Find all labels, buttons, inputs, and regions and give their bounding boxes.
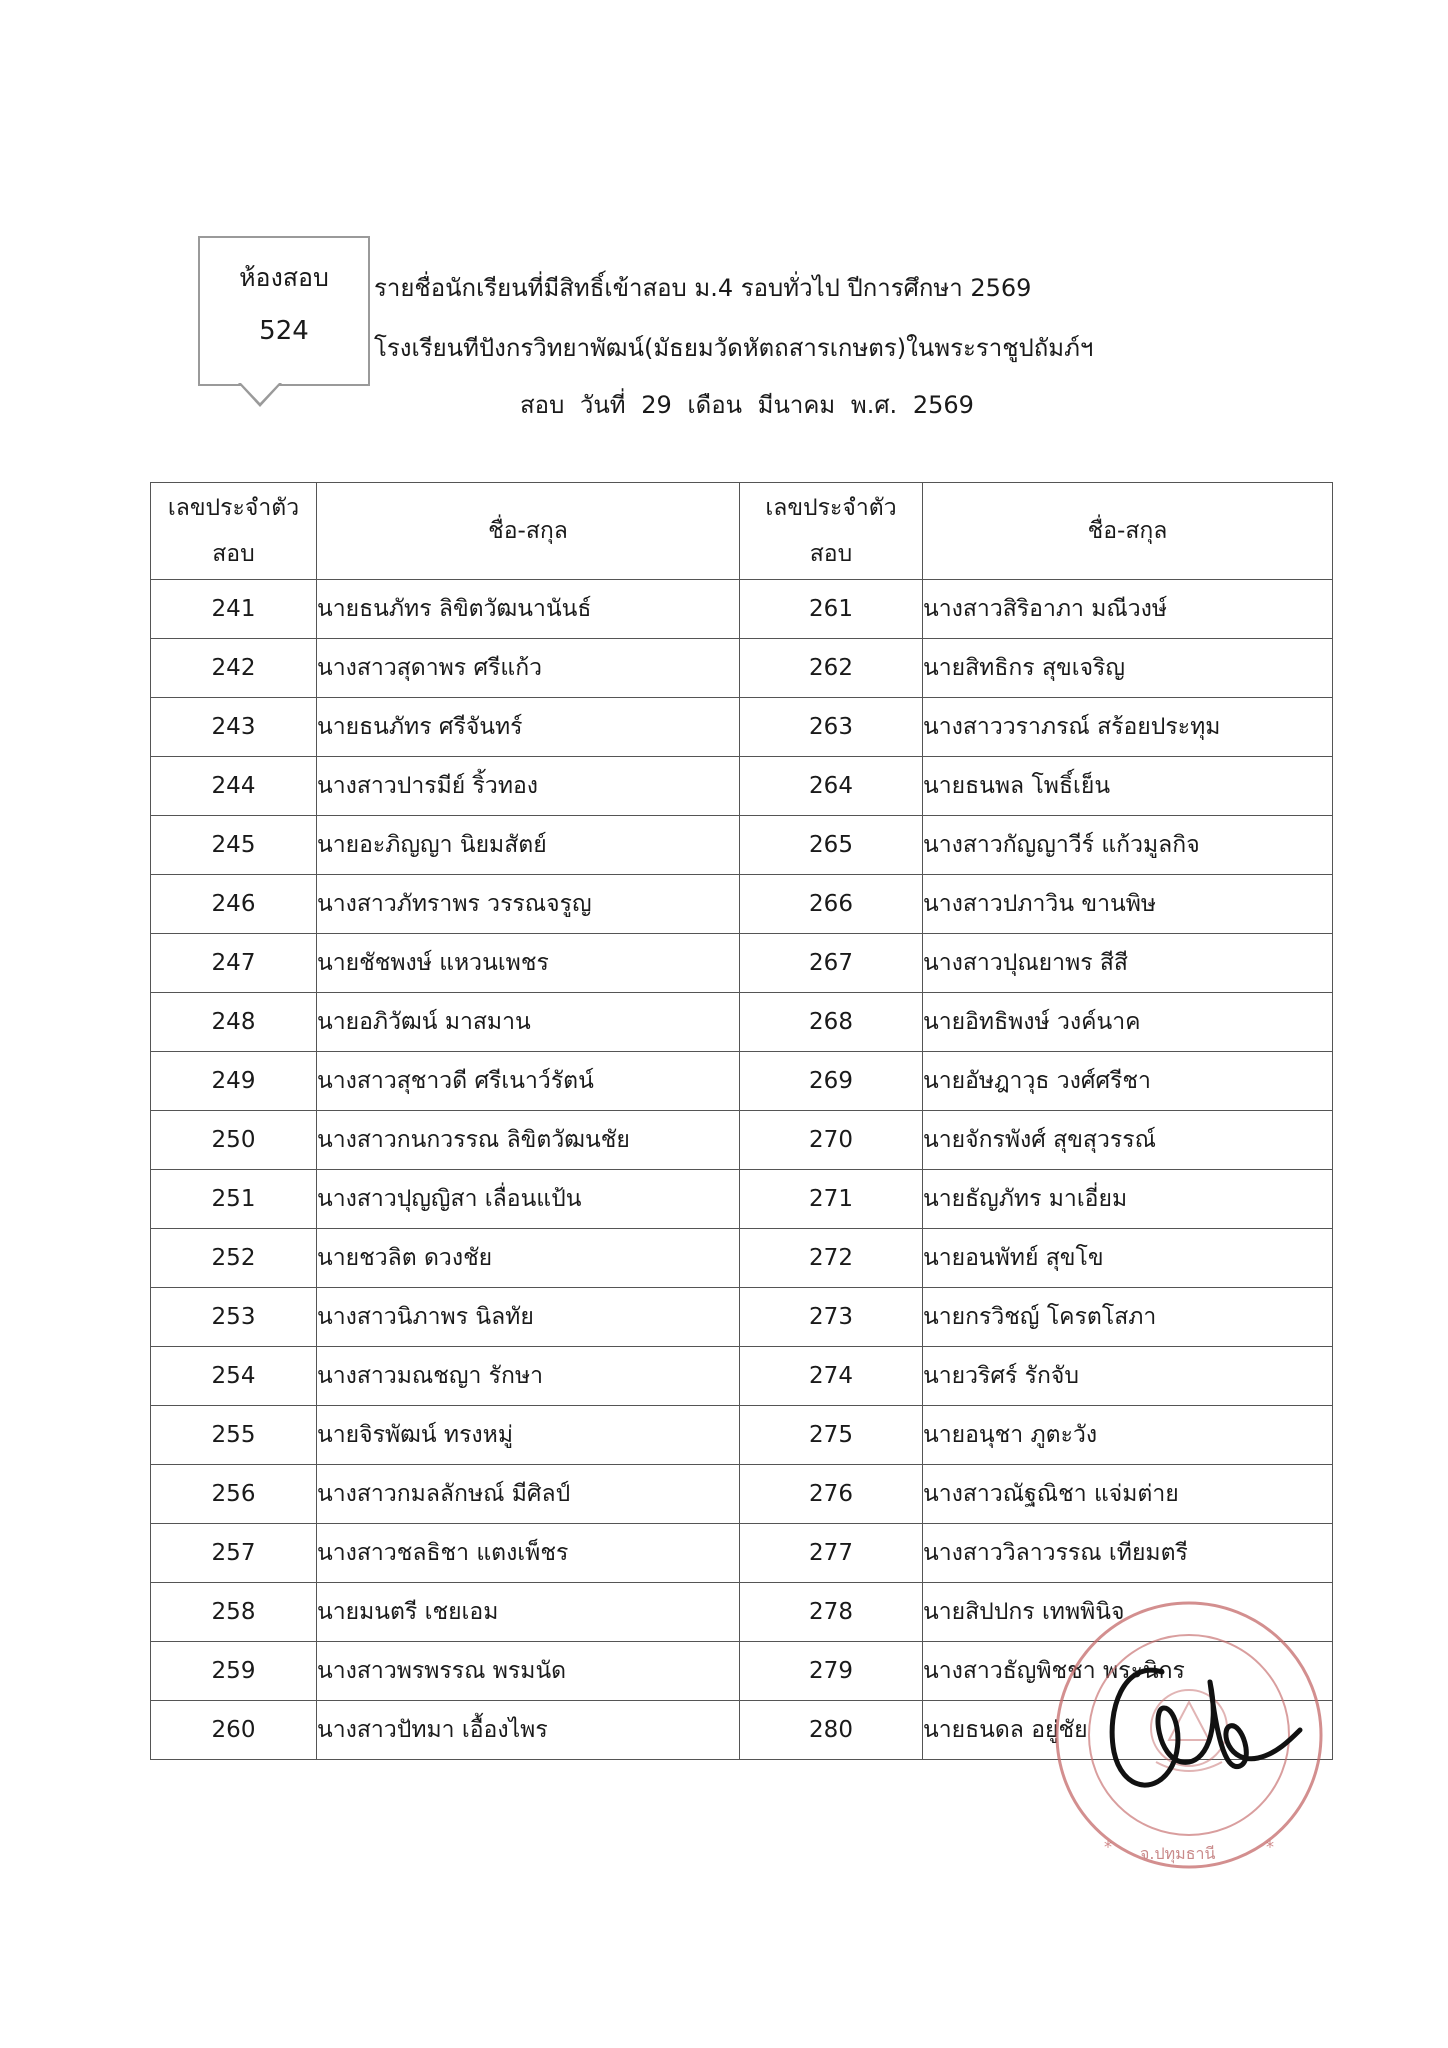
student-name-left-cell: นางสาวนิภาพร นิลทัย xyxy=(317,1288,740,1347)
student-name-left-cell: นางสาวมณชญา รักษา xyxy=(317,1347,740,1406)
exam-id-right-cell: 273 xyxy=(740,1288,923,1347)
student-name-left-cell: นางสาวพรพรรณ พรมนัด xyxy=(317,1642,740,1701)
exam-id-right-cell: 277 xyxy=(740,1524,923,1583)
room-number: 524 xyxy=(259,316,309,346)
student-name-right-cell: นายกรวิชญ์ โครตโสภา xyxy=(923,1288,1333,1347)
svg-text:*: * xyxy=(1266,1837,1274,1856)
student-name-right-cell: นางสาวกัญญาวีร์ แก้วมูลกิจ xyxy=(923,816,1333,875)
exam-id-left-cell: 258 xyxy=(151,1583,317,1642)
table-row xyxy=(151,757,1333,816)
exam-id-right-cell: 269 xyxy=(740,1052,923,1111)
student-name-left-cell: นายมนตรี เชยเอม xyxy=(317,1583,740,1642)
student-name-right-cell: นางสาวปภาวิน ขานพิษ xyxy=(923,875,1333,934)
exam-id-left-cell: 253 xyxy=(151,1288,317,1347)
exam-id-right-cell: 266 xyxy=(740,875,923,934)
header-exam-id-left xyxy=(151,483,317,580)
student-name-left-cell: นางสาวสุดาพร ศรีแก้ว xyxy=(317,639,740,698)
table-row xyxy=(151,816,1333,875)
student-name-right-cell: นายจักรพังศ์ สุขสุวรรณ์ xyxy=(923,1111,1333,1170)
header-exam-id-line2: สอบ xyxy=(212,541,255,567)
student-name-left-cell: นางสาวปัทมา เอื้องไพร xyxy=(317,1701,740,1760)
student-name-left-cell: นายธนภัทร ศรีจันทร์ xyxy=(317,698,740,757)
header-name-right: ชื่อ-สกุล xyxy=(923,483,1333,580)
exam-id-right-cell: 275 xyxy=(740,1406,923,1465)
table-row xyxy=(151,1465,1333,1524)
student-name-left-cell: นางสาวกมลลักษณ์ มีศิลป์ xyxy=(317,1465,740,1524)
roster-body xyxy=(151,580,1333,1760)
document-title: รายชื่อนักเรียนที่มีสิทธิ์เข้าสอบ ม.4 รอบทั่วไป ปีการศึกษา 2569 xyxy=(374,274,1032,302)
exam-id-right-cell: 279 xyxy=(740,1642,923,1701)
student-name-left-cell: นางสาวปุญญิสา เลื่อนแป้น xyxy=(317,1170,740,1229)
school-seal-with-signature xyxy=(1044,1590,1334,1880)
table-row xyxy=(151,1406,1333,1465)
table-row xyxy=(151,1170,1333,1229)
table-row xyxy=(151,1347,1333,1406)
student-roster-table xyxy=(150,482,1333,1760)
student-name-right-cell: นายธนพล โพธิ์เย็น xyxy=(923,757,1333,816)
student-name-left-cell: นายชัชพงษ์ แหวนเพชร xyxy=(317,934,740,993)
exam-id-left-cell: 250 xyxy=(151,1111,317,1170)
exam-id-left-cell: 241 xyxy=(151,580,317,639)
header-exam-id-right xyxy=(740,483,923,580)
exam-id-left-cell: 255 xyxy=(151,1406,317,1465)
room-callout-tail-inner xyxy=(241,383,279,403)
exam-id-right-cell: 278 xyxy=(740,1583,923,1642)
table-row xyxy=(151,875,1333,934)
exam-id-right-cell: 268 xyxy=(740,993,923,1052)
exam-id-right-cell: 271 xyxy=(740,1170,923,1229)
exam-id-right-cell: 261 xyxy=(740,580,923,639)
student-name-left-cell: นางสาวภัทราพร วรรณจรูญ xyxy=(317,875,740,934)
table-row xyxy=(151,1524,1333,1583)
student-name-left-cell: นายชวลิต ดวงชัย xyxy=(317,1229,740,1288)
table-row xyxy=(151,934,1333,993)
table-row xyxy=(151,639,1333,698)
exam-id-left-cell: 246 xyxy=(151,875,317,934)
student-name-right-cell: นางสาววราภรณ์ สร้อยประทุม xyxy=(923,698,1333,757)
exam-id-right-cell: 272 xyxy=(740,1229,923,1288)
student-name-left-cell: นายอภิวัฒน์ มาสมาน xyxy=(317,993,740,1052)
student-name-right-cell: นางสาวธัญพิชชา พระนิกร xyxy=(923,1642,1333,1701)
student-name-right-cell: นางสาวปุณยาพร สีสี xyxy=(923,934,1333,993)
header-exam-id-line1: เลขประจำตัว xyxy=(765,495,897,521)
exam-id-left-cell: 247 xyxy=(151,934,317,993)
student-name-left-cell: นายอะภิญญา นิยมสัตย์ xyxy=(317,816,740,875)
exam-id-left-cell: 254 xyxy=(151,1347,317,1406)
header-exam-id-line2: สอบ xyxy=(809,541,853,567)
student-name-left-cell: นางสาวปารมีย์ ริ้วทอง xyxy=(317,757,740,816)
exam-id-left-cell: 243 xyxy=(151,698,317,757)
exam-id-left-cell: 245 xyxy=(151,816,317,875)
student-name-right-cell: นายสิทธิกร สุขเจริญ xyxy=(923,639,1333,698)
exam-id-left-cell: 242 xyxy=(151,639,317,698)
exam-id-left-cell: 260 xyxy=(151,1701,317,1760)
student-name-right-cell: นายวริศร์ รักจับ xyxy=(923,1347,1333,1406)
table-row xyxy=(151,698,1333,757)
student-name-right-cell: นายธนดล อยู่ชัย xyxy=(923,1701,1333,1760)
student-name-left-cell: นางสาวสุชาวดี ศรีเนาว์รัตน์ xyxy=(317,1052,740,1111)
table-row xyxy=(151,1288,1333,1347)
table-row xyxy=(151,1052,1333,1111)
exam-id-right-cell: 276 xyxy=(740,1465,923,1524)
table-row xyxy=(151,1111,1333,1170)
exam-id-right-cell: 267 xyxy=(740,934,923,993)
student-name-right-cell: นายอนุชา ภูตะวัง xyxy=(923,1406,1333,1465)
student-name-right-cell: นางสาวณัฐณิชา แจ่มต่าย xyxy=(923,1465,1333,1524)
svg-text:*: * xyxy=(1104,1837,1112,1856)
student-name-right-cell: นายอิทธิพงษ์ วงค์นาค xyxy=(923,993,1333,1052)
header-exam-id-line1: เลขประจำตัว xyxy=(167,495,300,521)
exam-date: สอบ วันที่ 29 เดือน มีนาคม พ.ศ. 2569 xyxy=(520,391,974,419)
table-header-row xyxy=(151,483,1333,580)
exam-id-right-cell: 280 xyxy=(740,1701,923,1760)
exam-id-left-cell: 259 xyxy=(151,1642,317,1701)
student-name-right-cell: นายอนพัทย์ สุขโข xyxy=(923,1229,1333,1288)
exam-id-right-cell: 270 xyxy=(740,1111,923,1170)
student-name-left-cell: นายจิรพัฒน์ ทรงหมู่ xyxy=(317,1406,740,1465)
exam-id-right-cell: 264 xyxy=(740,757,923,816)
student-name-right-cell: นายอัษฎาวุธ วงศ์ศรีชา xyxy=(923,1052,1333,1111)
student-name-left-cell: นางสาวกนกวรรณ ลิขิตวัฒนชัย xyxy=(317,1111,740,1170)
header-name-left: ชื่อ-สกุล xyxy=(317,483,740,580)
exam-id-left-cell: 251 xyxy=(151,1170,317,1229)
table-row xyxy=(151,580,1333,639)
student-name-right-cell: นางสาวสิริอาภา มณีวงษ์ xyxy=(923,580,1333,639)
table-row xyxy=(151,993,1333,1052)
table-row xyxy=(151,1229,1333,1288)
exam-id-left-cell: 252 xyxy=(151,1229,317,1288)
exam-id-left-cell: 244 xyxy=(151,757,317,816)
exam-id-right-cell: 274 xyxy=(740,1347,923,1406)
exam-id-right-cell: 263 xyxy=(740,698,923,757)
room-label: ห้องสอบ xyxy=(239,263,329,292)
school-name: โรงเรียนทีปังกรวิทยาพัฒน์(มัธยมวัดหัตถสารเกษตร)ในพระราชูปถัมภ์ฯ xyxy=(374,334,1094,362)
student-name-left-cell: นายธนภัทร ลิขิตวัฒนานันธ์ xyxy=(317,580,740,639)
student-name-right-cell: นายธัญภัทร มาเอี่ยม xyxy=(923,1170,1333,1229)
student-name-left-cell: นางสาวชลธิชา แตงเพ็ชร xyxy=(317,1524,740,1583)
seal-province-text: จ.ปทุมธานี xyxy=(1140,1844,1216,1863)
exam-id-left-cell: 248 xyxy=(151,993,317,1052)
room-callout-box xyxy=(198,236,370,386)
exam-id-left-cell: 257 xyxy=(151,1524,317,1583)
exam-id-left-cell: 249 xyxy=(151,1052,317,1111)
exam-id-left-cell: 256 xyxy=(151,1465,317,1524)
exam-id-right-cell: 265 xyxy=(740,816,923,875)
exam-id-right-cell: 262 xyxy=(740,639,923,698)
student-name-right-cell: นายสิปปกร เทพพินิจ xyxy=(923,1583,1333,1642)
student-name-right-cell: นางสาววิลาวรรณ เทียมตรี xyxy=(923,1524,1333,1583)
